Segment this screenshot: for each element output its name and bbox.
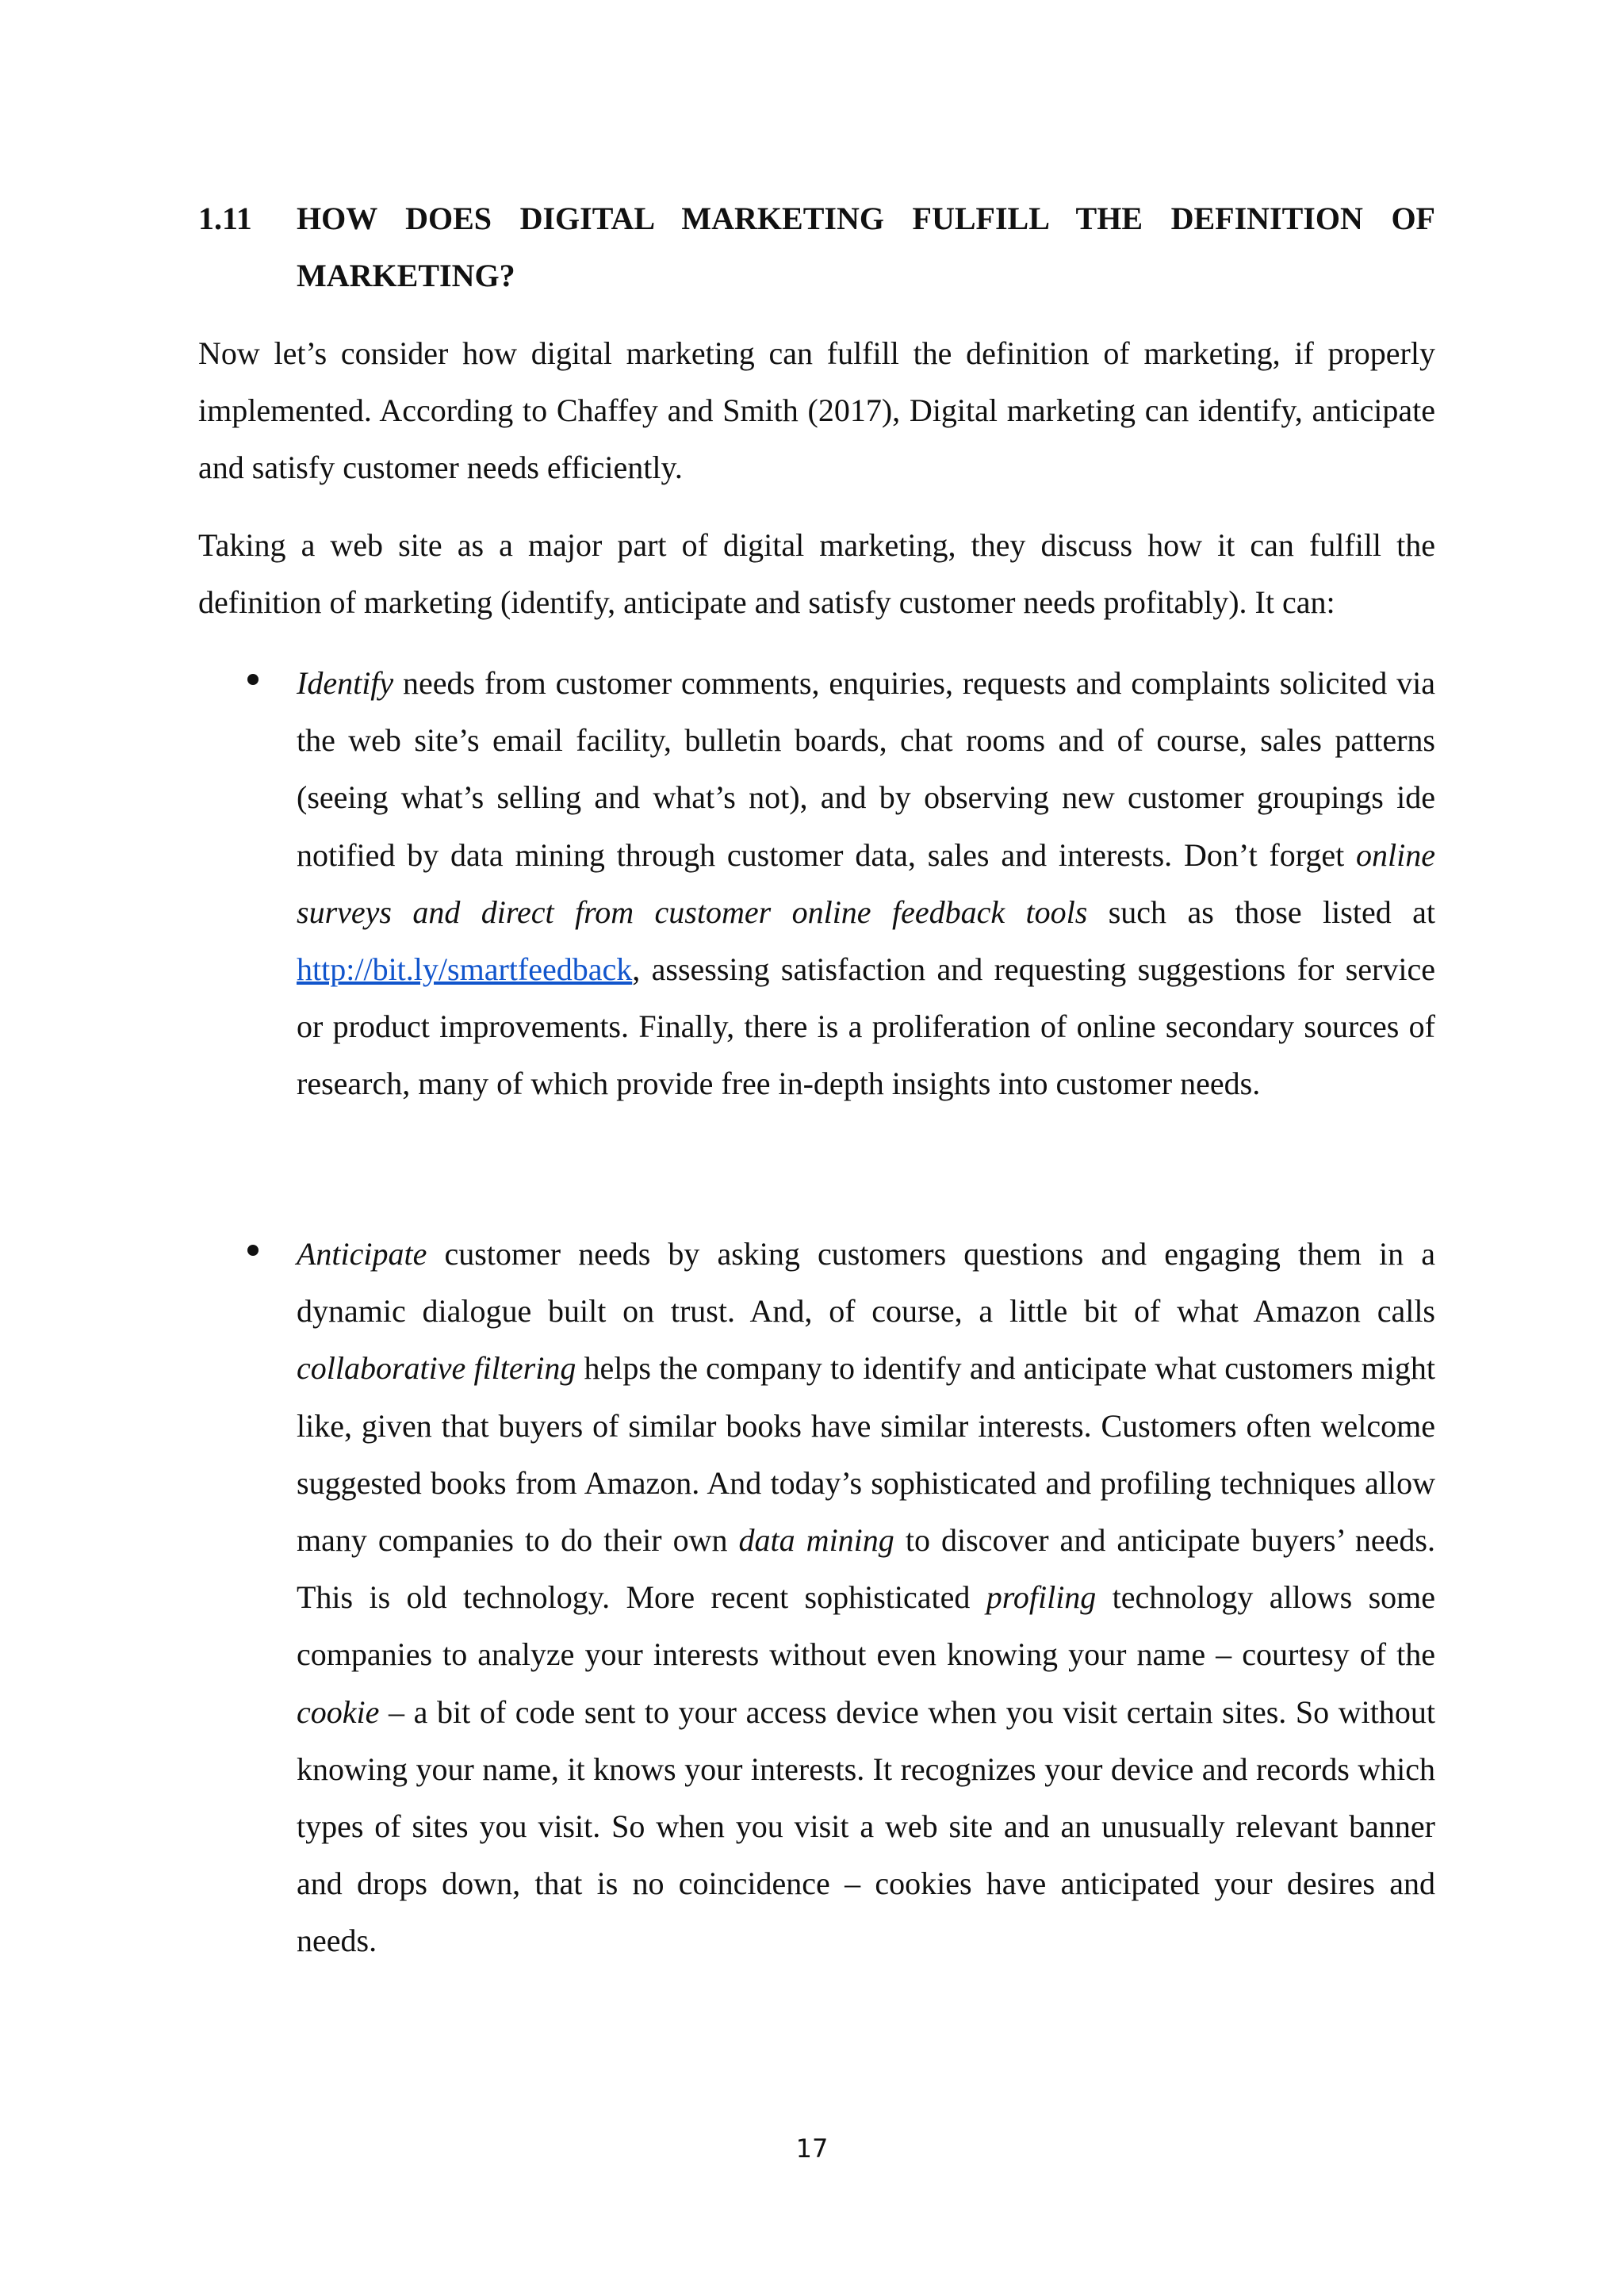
page-number: 17: [795, 2133, 829, 2164]
bullet-text: such as those listed at: [1087, 894, 1435, 930]
bullet-dot: [247, 674, 259, 685]
section-heading: [198, 190, 1435, 304]
bullet-text: to discover and anticipate buyers’ needs. This is old technology. More recent sophisticated: [297, 1522, 1435, 1616]
emphasis-feedback-tools: online surveys and direct from customer online feedback tools: [297, 836, 1435, 930]
bullet-text: technology allows some companies to analyze your interests without even knowing your name – courtesy of the: [297, 1579, 1435, 1673]
bullet-text: , assessing satisfaction and requesting suggestions for service or product improvements. Finally, there is a proliferation of online secondary sources of research, many of which provide free in-depth insights into customer needs.: [297, 951, 1435, 1102]
emphasis-data-mining: data mining: [738, 1522, 894, 1559]
website-paragraph: Taking a web site as a major part of digital marketing, they discuss how it can fulfill the definition of marketing (identify, anticipate and satisfy customer needs profitably). It can:: [198, 527, 1435, 620]
bullet-text: customer needs by asking customers questions and engaging them in a dynamic dialogue built on trust. And, of course, a little bit of what Amazon calls: [297, 1236, 1435, 1330]
bullet-anticipate: [297, 1226, 1435, 1970]
bullet-text: – a bit of code sent to your access device when you visit certain sites. So without knowing your name, it knows your interests. It recognizes your device and records which types of sites you visit. So when you visit a web site and an unusually relevant banner and drops down, that is no coincidence – cookies have anticipated your desires and needs.: [297, 1693, 1435, 1959]
emphasis-cookie: cookie: [297, 1693, 380, 1730]
section-number: 1.11: [198, 201, 252, 236]
emphasis-collaborative-filtering: collaborative filtering: [297, 1350, 576, 1387]
smartfeedback-link[interactable]: http://bit.ly/smartfeedback: [297, 951, 633, 988]
bullet-lead-anticipate: Anticipate: [297, 1236, 427, 1272]
bullet-dot: [247, 1245, 259, 1256]
bullet-text: helps the company to identify and anticipate what customers might like, given that buyers of similar books have similar interests. Customers often welcome suggested books from Amazon. And today’s sophisticated and profiling techniques allow many companies to do their own: [297, 1350, 1436, 1559]
bullet-text: needs from customer comments, enquiries, requests and complaints solicited via the web site’s email facility, bulletin boards, chat rooms and of course, sales patterns (seeing what’s selling and what’s not), and by observing new customer groupings ide notified by data mining through customer data, sales and interests. Don’t forget: [297, 665, 1435, 873]
section-title: HOW DOES DIGITAL MARKETING FULFILL THE DEFINITION OF MARKETING?: [297, 201, 1435, 293]
bullet-lead-identify: Identify: [297, 665, 394, 701]
emphasis-profiling: profiling: [986, 1579, 1097, 1616]
intro-paragraph: Now let’s consider how digital marketing can fulfill the definition of marketing, if properly implemented. According to Chaffey and Smith (2017), Digital marketing can identify, anticipate and satisfy customer needs efficiently.: [198, 335, 1435, 485]
bullet-identify: [297, 655, 1435, 1113]
